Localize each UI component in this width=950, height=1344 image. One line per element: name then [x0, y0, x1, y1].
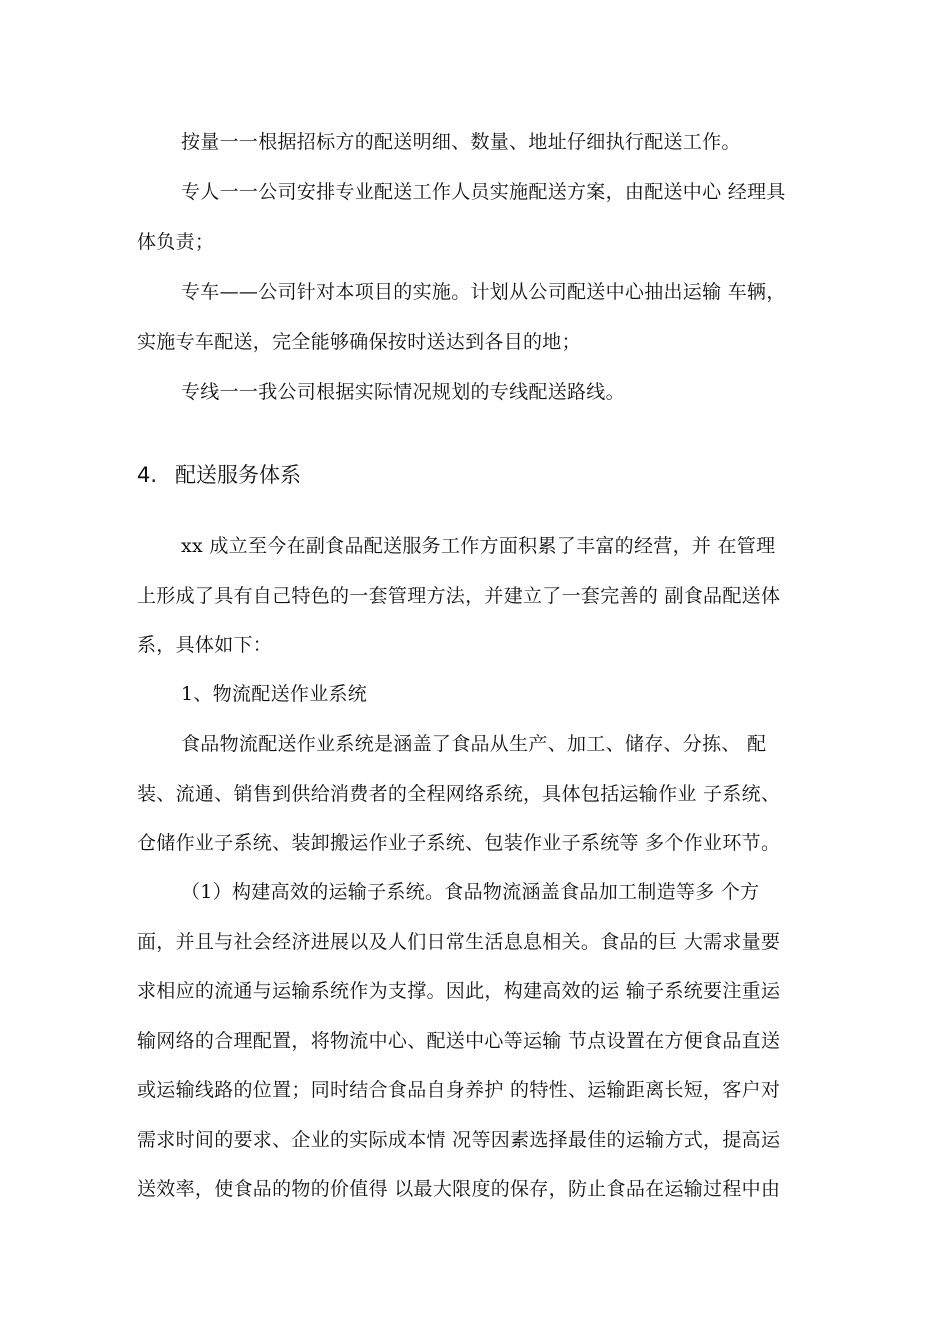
section-title: 配送服务体系	[175, 463, 301, 487]
text-line: 按量一一根据招标方的配送明细、数量、地址仔细执行配送工作。	[181, 131, 741, 153]
text-line: 专车——公司针对本项目的实施。计划从公司配送中心抽出运输 车辆，	[181, 281, 786, 303]
paragraph-intro	[137, 522, 837, 671]
text-line: 专人一一公司安排专业配送工作人员实施配送方案，由配送中心 经理具	[181, 181, 786, 203]
text-line: 体负责；	[137, 230, 215, 253]
section-number: 4.	[137, 463, 158, 487]
text-line: 仓储作业子系统、装卸搬运作业子系统、包装作业子系统等 多个作业环节。	[137, 832, 781, 854]
text-line: xx 成立至今在副食品配送服务工作方面积累了丰富的经营，并 在管理	[181, 535, 776, 557]
text-line: 实施专车配送，完全能够确保按时送达到各目的地；	[137, 330, 581, 353]
text-line: 送效率，使食品的物的价值得 以最大限度的保存，防止食品在运输过程中由	[137, 1178, 781, 1200]
text-line: 输网络的合理配置，将物流中心、配送中心等运输 节点设置在方便食品直送	[137, 1029, 781, 1052]
paragraph-dedicated-vehicle	[137, 268, 837, 367]
text-line: 系，具体如下：	[137, 634, 273, 656]
section-heading	[137, 459, 301, 489]
paragraph-by-quantity	[137, 118, 837, 168]
text-line: 求相应的流通与运输系统作为支撑。因此，构建高效的运 输子系统要注重运	[137, 980, 781, 1002]
text-line: （1）构建高效的运输子系统。食品物流涵盖食品加工制造等多 个方	[181, 881, 760, 903]
text-line: 上形成了具有自己特色的一套管理方法，并建立了一套完善的 副食品配送体	[137, 584, 781, 607]
text-line: 面，并且与社会经济进展以及人们日常生活息息相关。食品的巨 大需求量要	[137, 930, 781, 953]
text-line: 需求时间的要求、企业的实际成本情 况等因素选择最佳的运输方式，提高运	[137, 1128, 781, 1151]
text-line: 专线一一我公司根据实际情况规划的专线配送路线。	[181, 381, 625, 403]
text-line: 1、物流配送作业系统	[181, 683, 368, 705]
text-line: 或运输线路的位置；同时结合食品自身养护 的特性、运输距离长短，客户对	[137, 1079, 781, 1101]
text-line: 装、流通、销售到供给消费者的全程网络系统，具体包括运输作业 子系统、	[137, 782, 781, 805]
paragraph-transport-subsystem	[137, 868, 837, 1215]
paragraph-dedicated-route	[137, 368, 837, 418]
subheading-logistics-system	[137, 670, 837, 720]
text-line: 食品物流配送作业系统是涵盖了食品从生产、加工、储存、分拣、 配	[181, 733, 767, 755]
paragraph-dedicated-staff	[137, 168, 837, 267]
paragraph-logistics-description	[137, 720, 837, 869]
